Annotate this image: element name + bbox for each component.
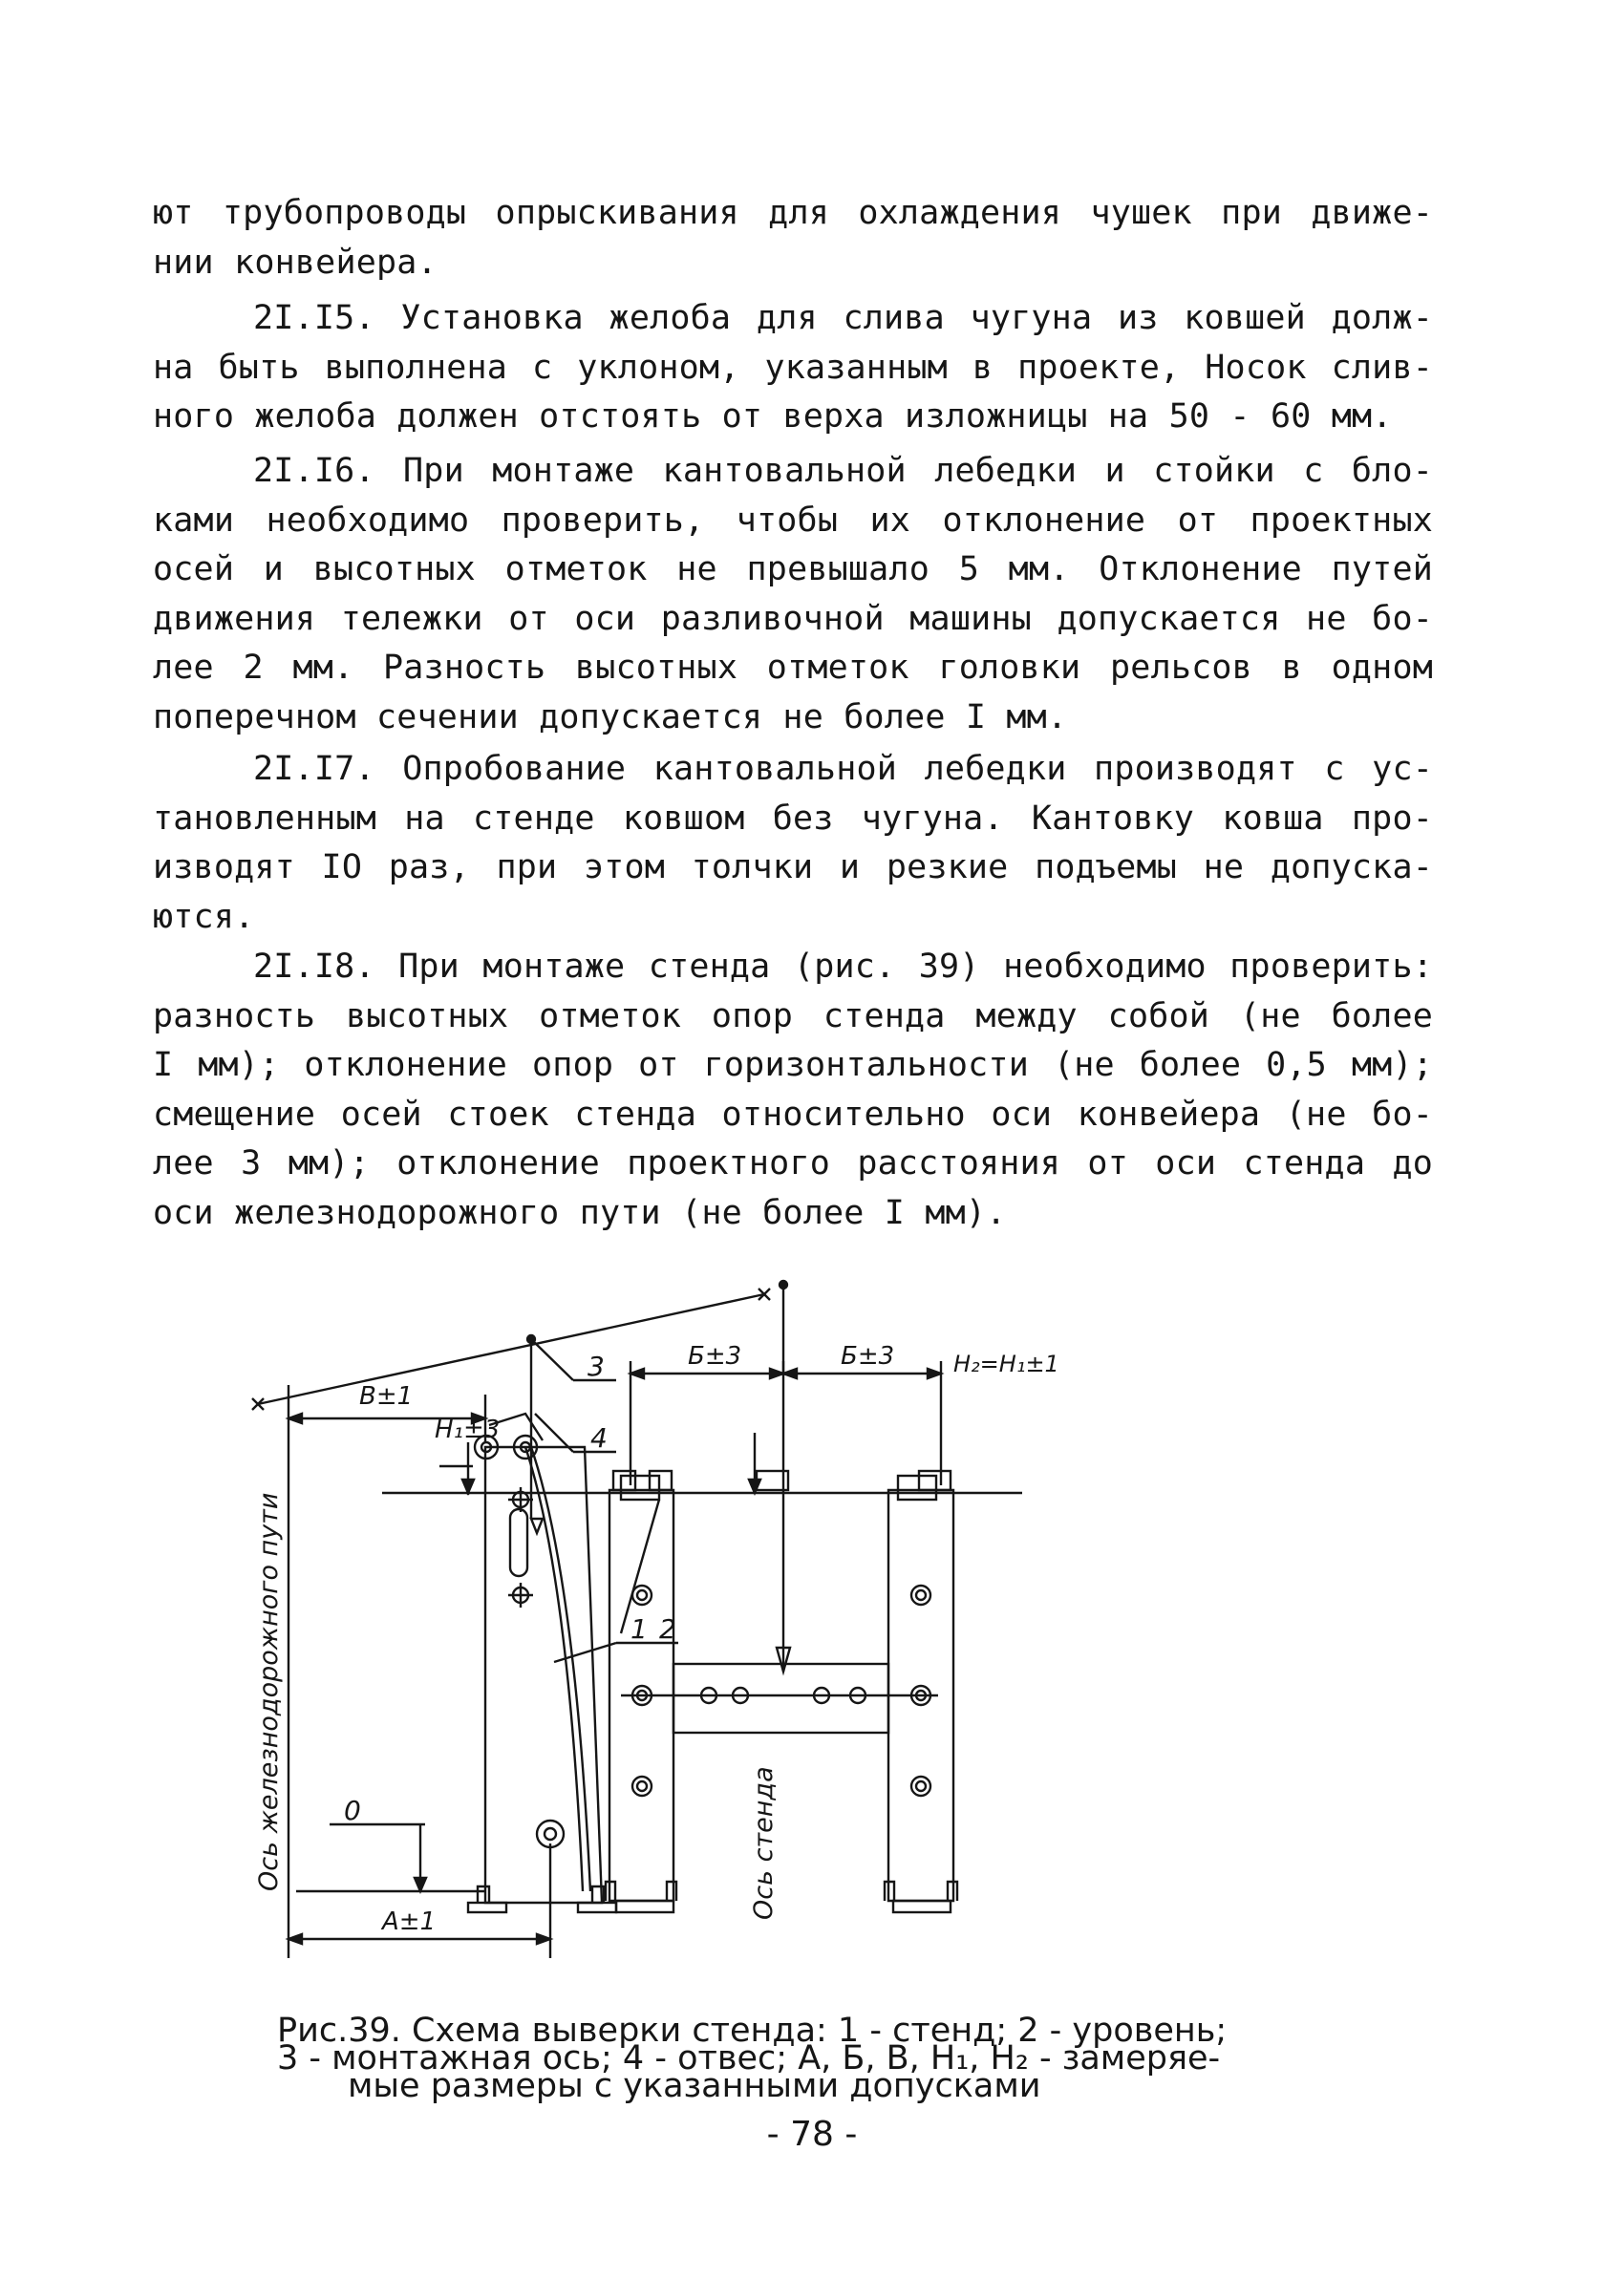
text-line: оси железнодорожного пути (не более I мм).: [153, 1193, 1007, 1232]
paragraph-21-17: [153, 745, 1433, 942]
figure-caption: [277, 2012, 1385, 2105]
paragraph-21-16: [153, 447, 1433, 742]
text-line: изводят IO раз, при этом толчки и резкие подъемы не допуска-: [153, 848, 1433, 886]
dimension-label-b1: Б±3: [688, 1342, 742, 1371]
text-line: ют трубопроводы опрыскивания для охлаждения чушек при движе-: [153, 194, 1433, 232]
text-line: поперечном сечении допускается не более I мм.: [153, 697, 1068, 736]
text-line: смещение осей стоек стенда относительно оси конвейера (не бо-: [153, 1095, 1433, 1134]
dimension-label-a: А±1: [382, 1907, 437, 1936]
text-line: движения тележки от оси разливочной машины допускается не бо-: [153, 599, 1433, 638]
text-line: нии конвейера.: [153, 243, 438, 282]
dimension-label-b: В±1: [359, 1382, 414, 1411]
callout-2: 2: [659, 1613, 676, 1645]
text-line: 2I.I7. Опробование кантовальной лебедки производят с ус-: [253, 750, 1433, 788]
text-line: I мм); отклонение опор от горизонтальности (не более 0,5 мм);: [153, 1046, 1433, 1084]
text-line: разность высотных отметок опор стенда между собой (не более: [153, 996, 1433, 1035]
caption-line: 3 - монтажная ось; 4 - отвес; А, Б, В, H₁, H₂ - замеряе-: [277, 2039, 1221, 2078]
stand-alignment-diagram: [239, 1270, 1299, 2035]
text-line: 2I.I6. При монтаже кантовальной лебедки и стойки с бло-: [253, 452, 1433, 490]
stand-crossbar: [673, 1664, 888, 1733]
caption-line: мые размеры с указанными допусками: [348, 2067, 1041, 2105]
text-line: 2I.I5. Установка желоба для слива чугуна из ковшей долж-: [253, 299, 1433, 337]
text-line: осей и высотных отметок не превышало 5 мм. Отклонение путей: [153, 550, 1433, 588]
text-line: ного желоба должен отстоять от верха изложницы на 50 - 60 мм.: [153, 397, 1393, 436]
callout-4: 4: [590, 1422, 608, 1454]
figure-39-stand-alignment: [239, 1270, 1299, 2035]
text-line: на быть выполнена с уклоном, указанным в проекте, Носок слив-: [153, 348, 1433, 387]
stand-axis-label: Ось стенда: [749, 1766, 779, 1920]
paragraph-21-18: [153, 943, 1433, 1238]
paragraph-continuation: [153, 189, 1433, 288]
caption-line: Рис.39. Схема выверки стенда: 1 - стенд; 2 - уровень;: [277, 2012, 1228, 2050]
text-line: лее 2 мм. Разность высотных отметок головки рельсов в одном: [153, 649, 1433, 687]
callout-1: 1: [630, 1613, 648, 1645]
text-line: тановленным на стенде ковшом без чугуна. Кантовку ковша про-: [153, 799, 1433, 838]
text-line: 2I.I8. При монтаже стенда (рис. 39) необходимо проверить:: [253, 948, 1433, 986]
dimension-label-h1: H₁±3: [435, 1416, 501, 1444]
text-line: ками необходимо проверить, чтобы их отклонение от проектных: [153, 501, 1433, 540]
page-number: - 78 -: [766, 2115, 858, 2154]
text-line: лее 3 мм); отклонение проектного расстояния от оси стенда до: [153, 1144, 1433, 1183]
dimension-label-b2: Б±3: [841, 1342, 895, 1371]
datum-label-zero: 0: [344, 1795, 361, 1826]
dimension-label-h2: H₂=H₁±1: [953, 1351, 1059, 1377]
callout-3: 3: [588, 1351, 605, 1382]
paragraph-21-15: [153, 294, 1433, 442]
rail-axis-label: Ось железнодорожного пути: [254, 1492, 284, 1891]
text-line: ются.: [153, 897, 255, 936]
